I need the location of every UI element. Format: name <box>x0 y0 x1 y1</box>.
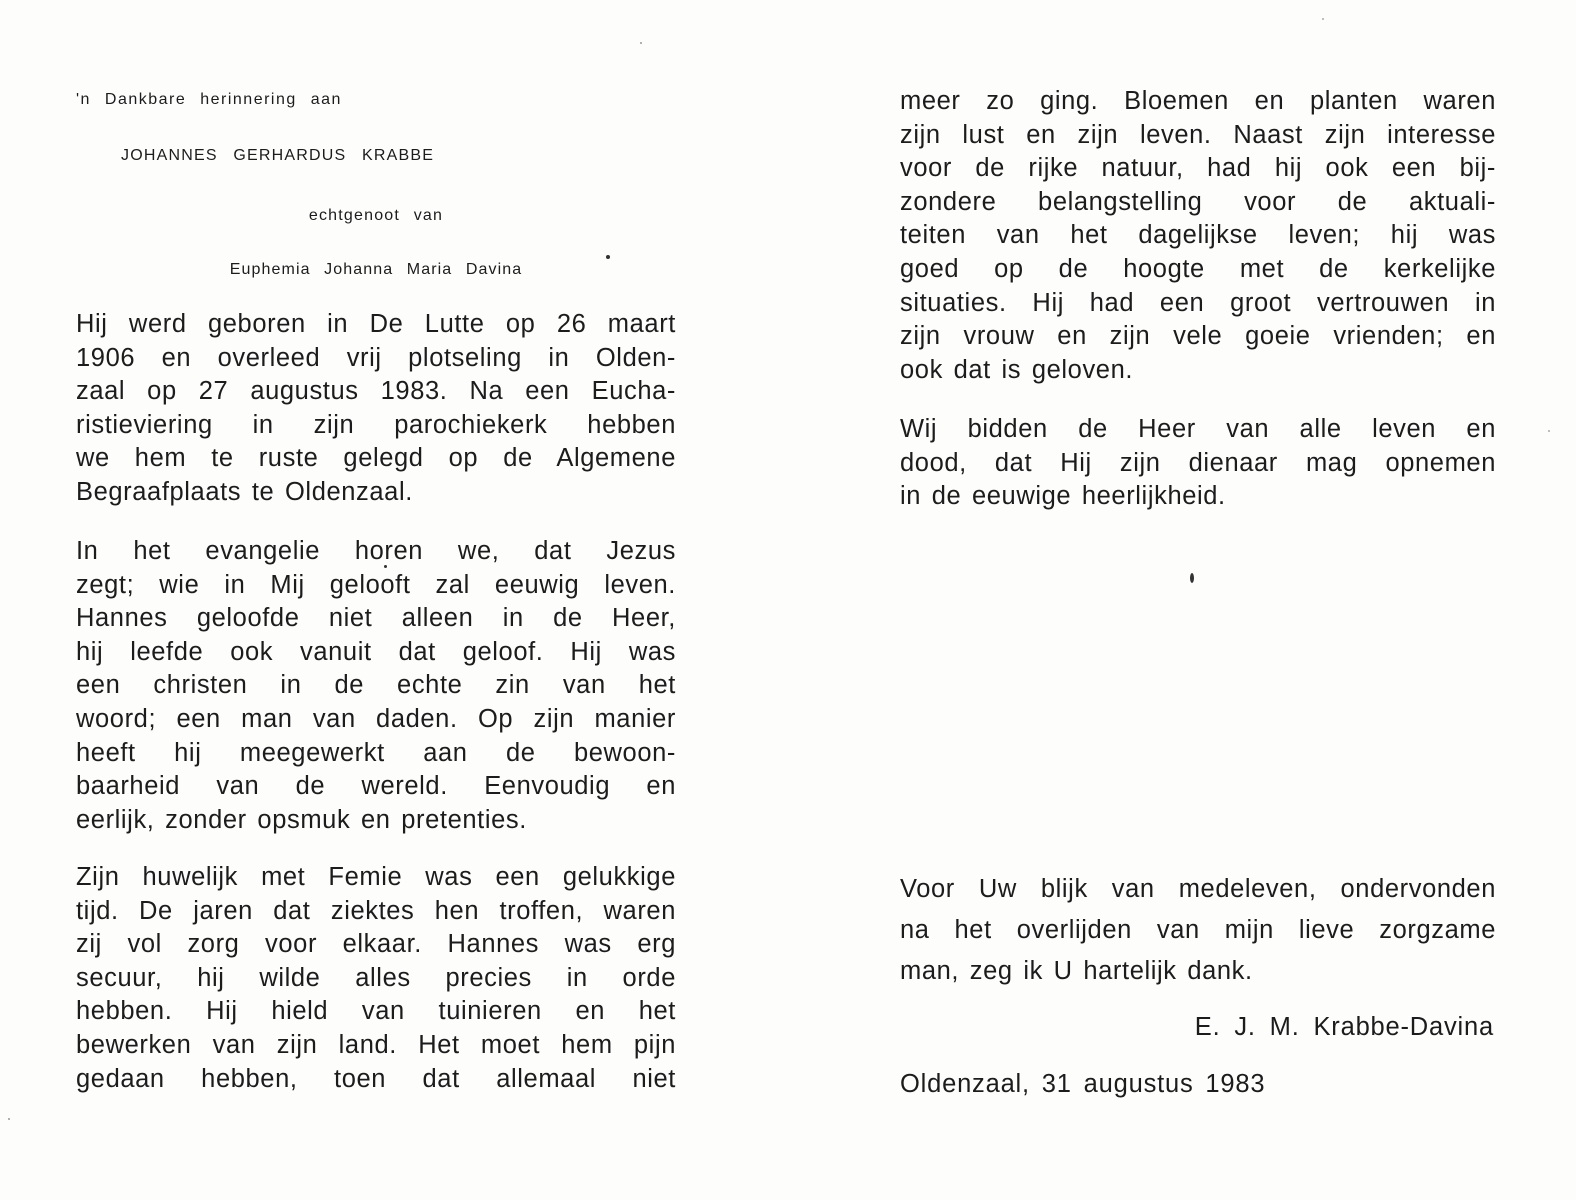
text-line: zondere belangstelling voor de aktuali- <box>900 187 1496 216</box>
text-line: eerlijk, zonder opsmuk en pretenties. <box>76 805 527 834</box>
paragraph-nature <box>900 85 1496 387</box>
text-line: ook dat is geloven. <box>900 355 1134 384</box>
text-line: situaties. Hij had een groot vertrouwen in <box>900 288 1496 317</box>
text-line: zaal op 27 augustus 1983. Na een Eucha- <box>76 377 676 406</box>
thanks-line: man, zeg ik U hartelijk dank. <box>900 957 1253 985</box>
speck <box>640 42 642 44</box>
thanks-line: na het overlijden van mijn lieve zorgzame <box>900 916 1496 944</box>
paragraph-birth <box>76 308 676 510</box>
text-line: hij leefde ook vanuit dat geloof. Hij was <box>76 637 676 666</box>
text-line: hebben. Hij hield van tuinieren en het <box>76 997 676 1026</box>
signature: E. J. M. Krabbe-Davina <box>1194 1013 1494 1041</box>
text-line: In het evangelie horen we, dat Jezus <box>76 537 676 565</box>
text-line: heeft hij meegewerkt aan de bewoon- <box>76 738 676 767</box>
speck <box>1190 573 1194 583</box>
text-line: ristieviering in zijn parochiekerk hebben <box>76 410 676 439</box>
text-line: Hannes geloofde niet alleen in de Heer, <box>76 604 676 633</box>
speck <box>1322 18 1324 20</box>
left-column-3 <box>76 861 676 1096</box>
speck <box>384 565 387 568</box>
thanks-line: Voor Uw blijk van medeleven, ondervonden <box>900 875 1496 903</box>
text-line: goed op de hoogte met de kerkelijke <box>900 254 1496 283</box>
text-line: dood, dat Hij zijn dienaar mag opnemen <box>900 448 1496 477</box>
deceased-name: JOHANNES GERHARDUS KRABBE <box>121 147 435 164</box>
spouse-label: echtgenoot van <box>308 207 444 224</box>
text-line: zegt; wie in Mij gelooft zal eeuwig leven. <box>76 570 676 599</box>
text-line: voor de rijke natuur, had hij ook een bij- <box>900 154 1496 183</box>
text-line: 1906 en overleed vrij plotseling in Olden- <box>76 343 676 372</box>
place-date: Oldenzaal, 31 augustus 1983 <box>900 1070 1266 1098</box>
text-line: Begraafplaats te Oldenzaal. <box>76 477 413 506</box>
paragraph-marriage <box>76 861 676 1096</box>
text-line: bewerken van zijn land. Het moet hem pijn <box>76 1030 676 1059</box>
text-line: meer zo ging. Bloemen en planten waren <box>900 87 1496 115</box>
text-line: baarheid van de wereld. Eenvoudig en <box>76 772 676 801</box>
paragraph-faith <box>76 535 676 837</box>
text-line: Zijn huwelijk met Femie was een gelukkige <box>76 863 676 891</box>
left-column-2 <box>76 535 676 837</box>
text-line: secuur, hij wilde alles precies in orde <box>76 963 676 992</box>
text-line: we hem te ruste gelegd op de Algemene <box>76 444 676 473</box>
text-line: zijn lust en zijn leven. Naast zijn interesse <box>900 120 1496 149</box>
speck <box>8 1118 10 1120</box>
intro-text: 'n Dankbare herinnering aan <box>76 91 342 108</box>
right-column-2 <box>900 413 1496 514</box>
text-line: tijd. De jaren dat ziektes hen troffen, waren <box>76 896 676 925</box>
text-line: een christen in de echte zin van het <box>76 671 676 700</box>
text-line: Wij bidden de Heer van alle leven en <box>900 415 1496 443</box>
text-line: gedaan hebben, toen dat allemaal niet <box>76 1064 676 1093</box>
spouse-name: Euphemia Johanna Maria Davina <box>229 261 523 278</box>
text-line: woord; een man van daden. Op zijn manier <box>76 704 676 733</box>
text-line: zijn vrouw en zijn vele goeie vrienden; en <box>900 322 1496 351</box>
speck <box>1548 430 1550 432</box>
right-column <box>900 85 1496 387</box>
text-line: zij vol zorg voor elkaar. Hannes was erg <box>76 930 676 959</box>
text-line: teiten van het dagelijkse leven; hij was <box>900 221 1496 250</box>
thanks-block <box>900 869 1496 992</box>
speck <box>606 255 610 259</box>
paragraph-prayer <box>900 413 1496 514</box>
left-column <box>76 308 676 510</box>
text-line: Hij werd geboren in De Lutte op 26 maart <box>76 310 676 338</box>
text-line: in de eeuwige heerlijkheid. <box>900 482 1226 511</box>
